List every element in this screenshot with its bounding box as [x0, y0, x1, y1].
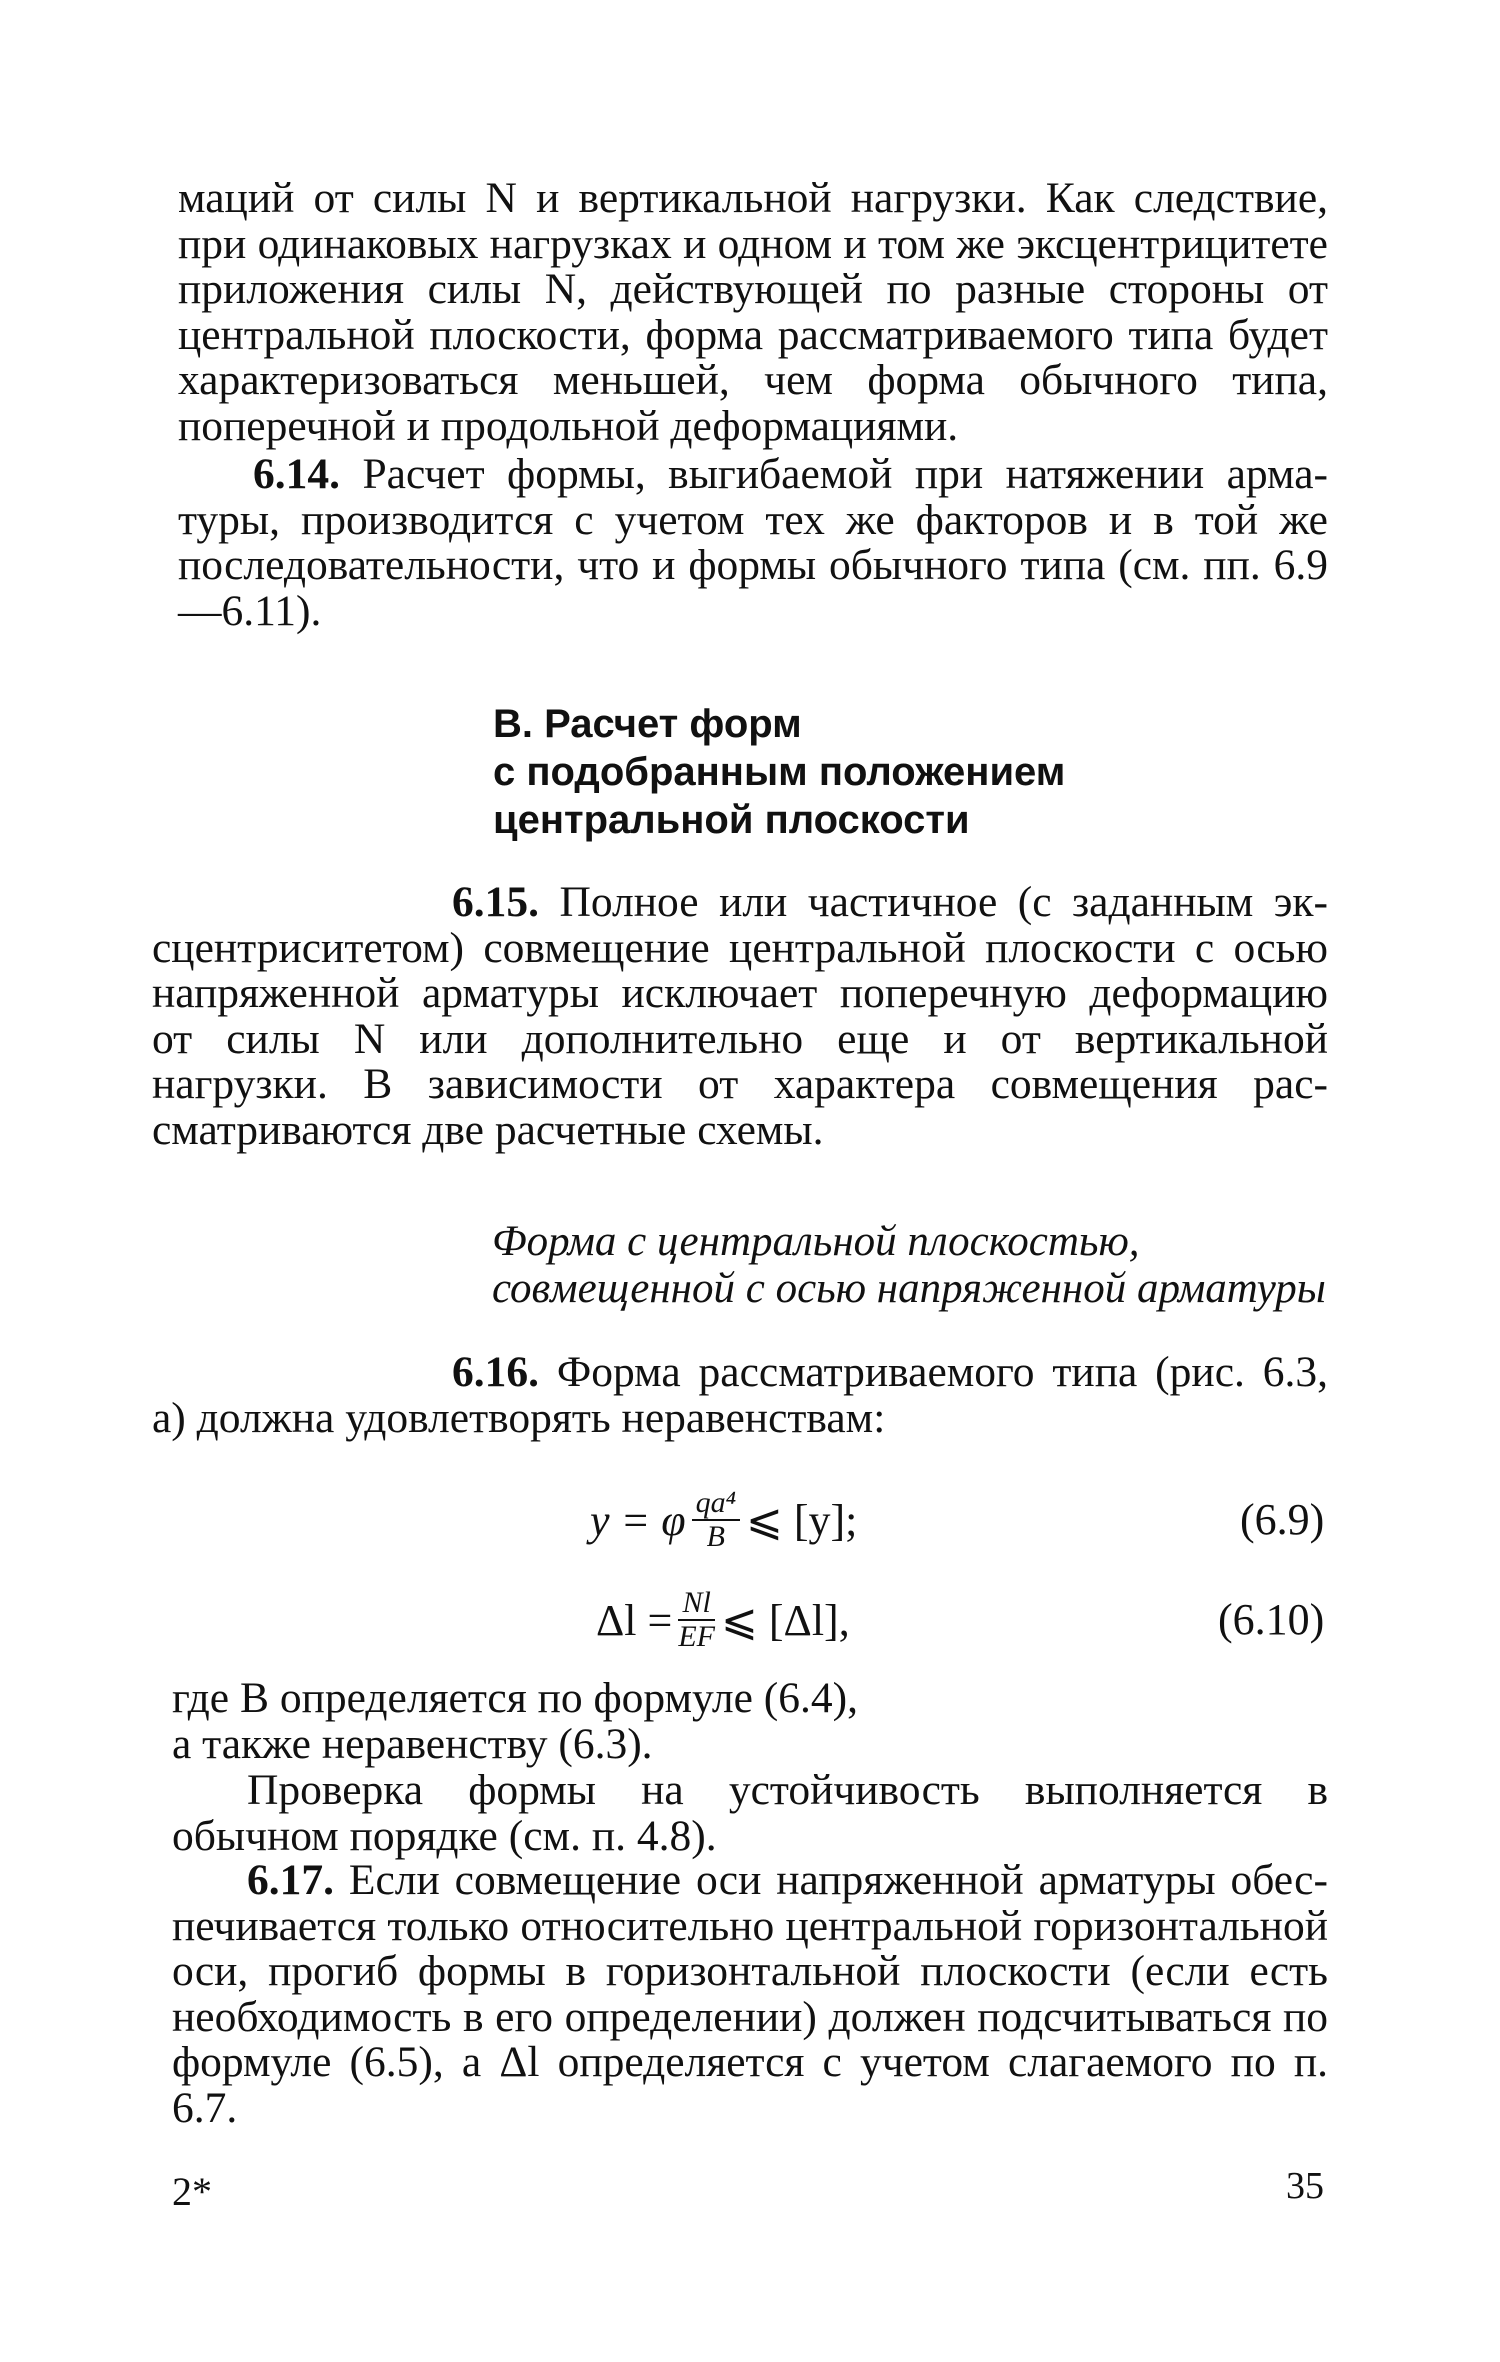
paragraph-number: 6.16.: [452, 1348, 539, 1396]
formula-lhs: Δl =: [596, 1595, 673, 1645]
equation-number-6-10: (6.10): [1218, 1595, 1325, 1644]
stability-check-text: Проверка формы на устойчивость выполняется в обычном порядке (см. п. 4.8).: [172, 1766, 1328, 1860]
equation-number-6-9: (6.9): [1240, 1495, 1325, 1544]
subsection-title-line-2: совмещенной с осью напряженной арматуры: [492, 1265, 1326, 1312]
numerator: qa⁴: [692, 1487, 740, 1521]
formula-rhs: ⩽ [Δl],: [721, 1595, 850, 1645]
paragraph-6-14: [178, 452, 1328, 634]
section-title-line-2: с подобранным положением: [493, 750, 1066, 794]
paragraph-6-16: [152, 1350, 1328, 1441]
paragraph-number: 6.15.: [452, 878, 539, 926]
paragraph-6-15: [152, 880, 1328, 1153]
top-paragraph: [178, 176, 1328, 449]
section-title-line-3: центральной плоскости: [493, 798, 970, 842]
subsection-title: [492, 1218, 1392, 1312]
where-line-2: а также неравенству (6.3).: [172, 1719, 653, 1768]
formula-lhs: y = φ: [590, 1495, 686, 1545]
formula-rhs: ⩽ [y];: [746, 1495, 858, 1545]
stability-check: [172, 1768, 1328, 1859]
paragraph-6-17-body: [172, 1858, 1328, 2131]
where-line-1: где B определяется по формуле (6.4),: [172, 1674, 858, 1722]
formula-6-9: [590, 1470, 857, 1570]
paragraph-6-17: [172, 1858, 1328, 2131]
signature-mark: 2*: [172, 2169, 212, 2214]
paragraph-number: 6.14.: [253, 450, 340, 498]
continued-text: маций от силы N и вертикальной нагрузки. Как следствие, при одинаковых нагрузках и одном и том же эксцентрицитете приложения силы N, действующей по разные стороны от центральной плоскости, форма рассматриваемого типа будет характеризоваться меньшей, чем форма обычного типа, поперечной и продольной деформациями.: [178, 174, 1328, 450]
paragraph-6-14-body: [178, 452, 1328, 634]
paragraph-text: Расчет формы, выгибаемой при натяжении арматуры, производится с учетом тех же факторов и в той же последовательности, что и формы обычного типа (см. пп. 6.9—6.11).: [178, 450, 1329, 635]
where-clause: [172, 1676, 1322, 1767]
denominator: B: [706, 1520, 725, 1553]
paragraph-text: Если совмещение оси напряженной арматуры обеспечивается только относительно центральной горизонтальной оси, прогиб формы в горизонтальной плоскости (если есть необходимость в его определении) должен подсчитываться по формуле (6.5), а Δl определяется с учетом слагаемого по п. 6.7.: [172, 1856, 1328, 2132]
paragraph-text: Полное или частичное (с заданным эксцентриситетом) совмещение центральной плоскости с осью напряженной арматуры исключает поперечную деформацию от силы N или дополнительно еще и от вертикальной нагрузки. В зависимости от характера совмещения рассматриваются две расчетные схемы.: [152, 878, 1328, 1154]
paragraph-6-16-body: [152, 1350, 1328, 1441]
paragraph-number: 6.17.: [247, 1856, 334, 1904]
fraction: [678, 1587, 715, 1653]
page-number: 35: [1286, 2165, 1324, 2207]
fraction: [692, 1487, 740, 1553]
section-title: [493, 700, 1293, 844]
numerator: Nl: [678, 1587, 714, 1621]
subsection-title-line-1: Форма с центральной плоскостью,: [492, 1218, 1140, 1265]
paragraph-6-15-body: [152, 880, 1328, 1153]
denominator: EF: [678, 1620, 715, 1653]
paragraph-text: Форма рассматриваемого типа (рис. 6.3, а) должна удовлетворять неравенствам:: [152, 1348, 1329, 1442]
formula-6-10: [596, 1570, 850, 1670]
section-title-line-1: В. Расчет форм: [493, 702, 802, 746]
